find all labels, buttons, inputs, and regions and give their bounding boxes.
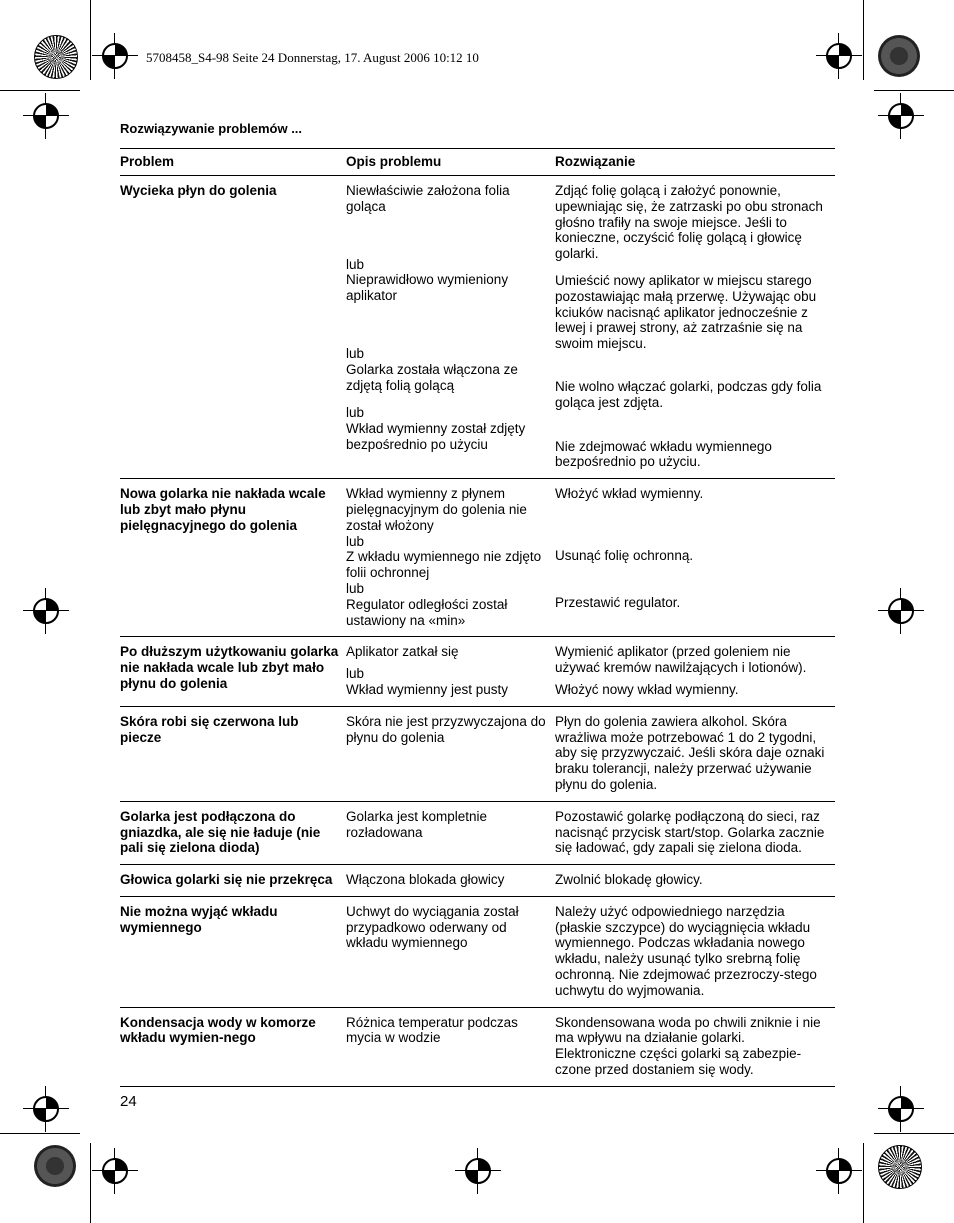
crop-line — [0, 90, 80, 91]
registration-mark-icon — [888, 103, 914, 129]
problem-cell: Po dłuższym użytkowaniu golarka nie nakłada wcale lub zbyt mało płynu do golenia — [120, 637, 346, 706]
crop-line — [863, 0, 864, 80]
problem-cell: Nowa golarka nie nakłada wcale lub zbyt mało płynu pielęgnacyjnego do golenia — [120, 479, 346, 637]
column-header-problem: Problem — [120, 149, 346, 176]
description-text: lub Nieprawidłowo wymieniony aplikator — [346, 256, 509, 304]
description-text: Z wkładu wymiennego nie zdjęto folii ochronnej lub — [346, 549, 542, 596]
section-title: Rozwiązywanie problemów ... — [120, 121, 303, 136]
description-text: lub Wkład wymienny został zdjęty bezpośrednio po użyciu — [346, 405, 526, 452]
crop-line — [90, 1143, 91, 1223]
solution-cell — [555, 637, 835, 706]
solution-text: Usunąć folię ochronną. — [555, 547, 694, 563]
crop-line — [90, 0, 91, 80]
crop-line — [874, 90, 954, 91]
column-header-description: Opis problemu — [346, 149, 555, 176]
table-row — [120, 801, 835, 864]
description-cell — [346, 896, 555, 1007]
registration-mark-icon — [465, 1158, 491, 1184]
problem-cell: Głowica golarki się nie przekręca — [120, 865, 346, 897]
description-cell — [346, 1007, 555, 1086]
registration-mark-icon — [826, 43, 852, 69]
color-wheel-mark-icon — [34, 35, 78, 79]
solution-text: Pozostawić golarkę podłączoną do sieci, raz nacisnąć przycisk start/stop. Golarka zacznie się ładować, gdy zapali się zielona dioda. — [555, 808, 825, 856]
description-text: Różnica temperatur podczas mycia w wodzie — [346, 1014, 518, 1046]
registration-mark-icon — [826, 1158, 852, 1184]
print-slug: 5708458_S4-98 Seite 24 Donnerstag, 17. August 2006 10:12 10 — [146, 50, 479, 65]
registration-mark-icon — [33, 598, 59, 624]
table-row — [120, 1007, 835, 1086]
description-text: Wkład wymienny z płynem pielęgnacyjnym do golenia nie został włożony lub — [346, 486, 527, 549]
description-text: Niewłaściwie założona folia goląca — [346, 183, 510, 214]
solution-text: Włożyć nowy wkład wymienny. — [555, 681, 739, 697]
solution-cell — [555, 896, 835, 1007]
table-row — [120, 865, 835, 897]
solution-cell — [555, 801, 835, 864]
registration-mark-icon — [33, 1096, 59, 1122]
solution-text: Wymienić aplikator (przed goleniem nie używać kremów nawilżających i lotionów). — [555, 644, 807, 676]
solution-cell — [555, 865, 835, 897]
solution-text: Zdjąć folię golącą i założyć ponownie, upewniając się, że zatrzaski po obu stronach głośno trafiły na swoje miejsce. Jeśli to konieczne, oczyścić folię golącą i głowicę golarki. — [555, 183, 823, 262]
description-cell — [346, 801, 555, 864]
description-text: Golarka jest kompletnie rozładowana — [346, 808, 488, 840]
crop-line — [0, 1133, 80, 1134]
crop-line — [863, 1143, 864, 1223]
registration-mark-icon — [102, 43, 128, 69]
solution-text: Skondensowana woda po chwili zniknie i nie ma wpływu na działanie golarki. Elektroniczne części golarki są zabezpie-czone przed dostaniem się wody. — [555, 1014, 821, 1078]
description-text: Uchwyt do wyciągania został przypadkowo oderwany od wkładu wymiennego — [346, 903, 519, 951]
table-row — [120, 706, 835, 801]
problem-cell: Kondensacja wody w komorze wkładu wymien-nego — [120, 1007, 346, 1086]
description-cell — [346, 706, 555, 801]
troubleshooting-table — [120, 148, 835, 1087]
registration-mark-icon — [33, 103, 59, 129]
table-row — [120, 479, 835, 637]
description-text: lub Golarka została włączona ze zdjętą folią golącą — [346, 345, 518, 393]
table-row — [120, 176, 835, 479]
solution-text: Przestawić regulator. — [555, 594, 681, 610]
page-number: 24 — [120, 1093, 137, 1110]
table-header-row — [120, 149, 835, 176]
crop-line — [874, 1133, 954, 1134]
density-mark-icon — [34, 1145, 76, 1187]
description-text: lub Wkład wymienny jest pusty — [346, 666, 509, 697]
table-row — [120, 637, 835, 706]
registration-mark-icon — [888, 1096, 914, 1122]
registration-mark-icon — [102, 1158, 128, 1184]
solution-text: Nie zdejmować wkładu wymiennego bezpośrednio po użyciu. — [555, 438, 772, 470]
description-cell — [346, 637, 555, 706]
solution-text: Należy użyć odpowiedniego narzędzia (płaskie szczypce) do wyciągnięcia wkładu wymiennego. Podczas wkładania nowego wkładu, należy usunąć tylko srebrną folię ochronną. Nie zdejmować przezroczy-stego uchwytu do wyjmowania. — [555, 903, 817, 998]
solution-cell — [555, 176, 835, 479]
registration-mark-icon — [888, 598, 914, 624]
description-text: Regulator odległości został ustawiony na «min» — [346, 596, 508, 628]
description-cell — [346, 865, 555, 897]
density-mark-icon — [878, 35, 920, 77]
problem-cell: Nie można wyjąć wkładu wymiennego — [120, 896, 346, 1007]
solution-cell — [555, 1007, 835, 1086]
problem-cell: Skóra robi się czerwona lub piecze — [120, 706, 346, 801]
solution-text: Nie wolno włączać golarki, podczas gdy folia goląca jest zdjęta. — [555, 378, 822, 410]
solution-cell — [555, 479, 835, 637]
solution-text: Zwolnić blokadę głowicy. — [555, 872, 703, 888]
problem-cell: Golarka jest podłączona do gniazdka, ale się nie ładuje (nie pali się zielona dioda) — [120, 801, 346, 864]
solution-cell — [555, 706, 835, 801]
solution-text: Włożyć wkład wymienny. — [555, 486, 704, 502]
solution-text: Płyn do golenia zawiera alkohol. Skóra wrażliwa może potrzebować 1 do 2 tygodni, aby się przyzwyczaić. Jeśli skóra daje oznaki braku tolerancji, należy przerwać używanie płynu do golenia. — [555, 713, 825, 792]
column-header-solution: Rozwiązanie — [555, 149, 835, 176]
description-cell — [346, 176, 555, 479]
table-row — [120, 896, 835, 1007]
problem-cell: Wycieka płyn do golenia — [120, 176, 346, 479]
solution-text: Umieścić nowy aplikator w miejscu starego pozostawiając małą przerwę. Używając obu kciuków nacisnąć aplikator jednocześnie z lewej i prawej strony, aż zatrzaśnie się na swoim miejscu. — [555, 272, 817, 352]
description-text: Skóra nie jest przyzwyczajona do płynu do golenia — [346, 713, 546, 745]
description-cell — [346, 479, 555, 637]
color-wheel-mark-icon — [878, 1145, 922, 1189]
description-text: Aplikator zatkał się — [346, 644, 459, 660]
description-text: Włączona blokada głowicy — [346, 872, 505, 888]
